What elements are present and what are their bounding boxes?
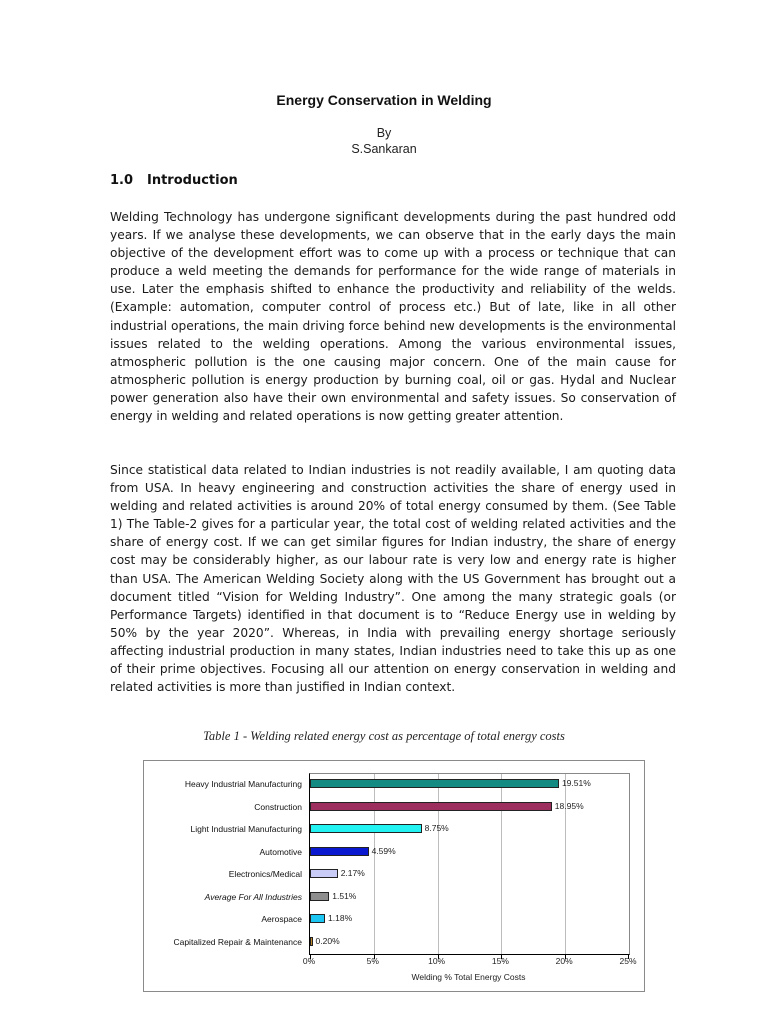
bar-row [228,866,629,888]
bar [310,869,338,878]
bar-row [261,911,629,933]
paragraph-1: Welding Technology has undergone significant developments during the past hundred odd years. If we analyse these developments, we can observe that in the early days the main objective of the development effort was to come up with a process or technique that can produce a weld meeting the demands for performance for the wide range of materials in use. Later the emphasis shifted to enhance the productivity and reliability of the welds. (Example: automation, computer control of process etc.) But of late, like in all other industrial operations, the main driving force behind new developments is the environmental issues related to the welding operations. Among the various environmental issues, atmospheric pollution is the one causing major concern. One of the main cause for atmospheric pollution is energy production by burning coal, oil or gas. Hydal and Nuclear power generation also have their own environmental and safety issues. So conservation of energy in welding and related operations is now getting greater attention. [110,210,676,424]
x-axis-title: Welding % Total Energy Costs [411,972,526,982]
bar [310,892,329,901]
x-tick-label: 25% [619,956,637,966]
table-caption: Table 1 - Welding related energy cost as percentage of total energy costs [203,729,565,743]
bar [310,779,559,788]
plot-area [173,773,630,955]
category-label: Light Industrial Manufacturing [190,824,302,834]
category-label: Construction [254,801,302,812]
bar-row [184,776,629,798]
x-tick-label: 0% [302,956,316,966]
section-title: Introduction [147,173,238,188]
bar-value-label: 18.95% [554,800,584,811]
byline [0,125,768,157]
bar-value-label: 2.17% [340,868,365,878]
bar-value-label: 1.18% [328,913,353,923]
paragraph-2: Since statistical data related to Indian industries is not readily available, I am quoting data from USA. In heavy engineering and construction activities the share of energy used in welding and related activities is around 20% of total energy consumed by them. (See Table 1) The Table-2 gives for a particular year, the total cost of welding related activities and the share of energy cost. If we can get similar figures for Indian industry, the share of energy cost may be considerably higher, as our labour rate is very low and energy rate is higher than USA. The American Welding Society along with the US Government has brought out a document titled “Vision for Welding Industry”. One among the many strategic goals (or Performance Targets) identified in that document is to “Reduce Energy use in welding by 50% by the year 2020”. Whereas, in India with prevailing energy shortage seriously affecting industrial production in many states, Indian industries need to take this up as one of their prime objectives. Focusing all our attention on energy conservation in welding and related activities is more than justified in Indian context. [110,463,676,695]
bar-row [204,889,629,911]
section-heading [110,173,238,188]
bar-value-label: 0.20% [315,935,340,946]
bar-row [259,844,629,866]
author-name: S.Sankaran [351,142,417,156]
bar-value-label: 19.51% [561,778,591,788]
bar-value-label: 4.59% [371,845,396,856]
bar [310,824,422,833]
document-title: Energy Conservation in Welding [276,92,492,108]
bar [310,937,313,946]
bar [310,802,552,811]
bar-row [254,799,629,821]
bar-chart [143,760,645,992]
bar-value-label: 8.75% [424,823,449,833]
bar [310,847,369,856]
x-tick-label: 20% [555,956,573,966]
x-tick-label: 5% [366,956,379,966]
x-tick-label: 15% [491,956,509,966]
category-label: Aerospace [261,914,302,924]
section-number: 1.0 [110,173,134,188]
category-label: Electronics/Medical [228,869,302,879]
bar-row [190,821,629,843]
category-label: Heavy Industrial Manufacturing [184,779,302,789]
x-tick-label: 10% [428,956,446,966]
bar-value-label: 1.51% [332,890,357,901]
category-label: Average For All Industries [204,891,302,902]
bar-row [173,934,629,956]
category-label: Automotive [259,846,302,857]
bar [310,914,325,923]
category-label: Capitalized Repair & Maintenance [173,936,302,947]
by-label: By [376,126,392,140]
